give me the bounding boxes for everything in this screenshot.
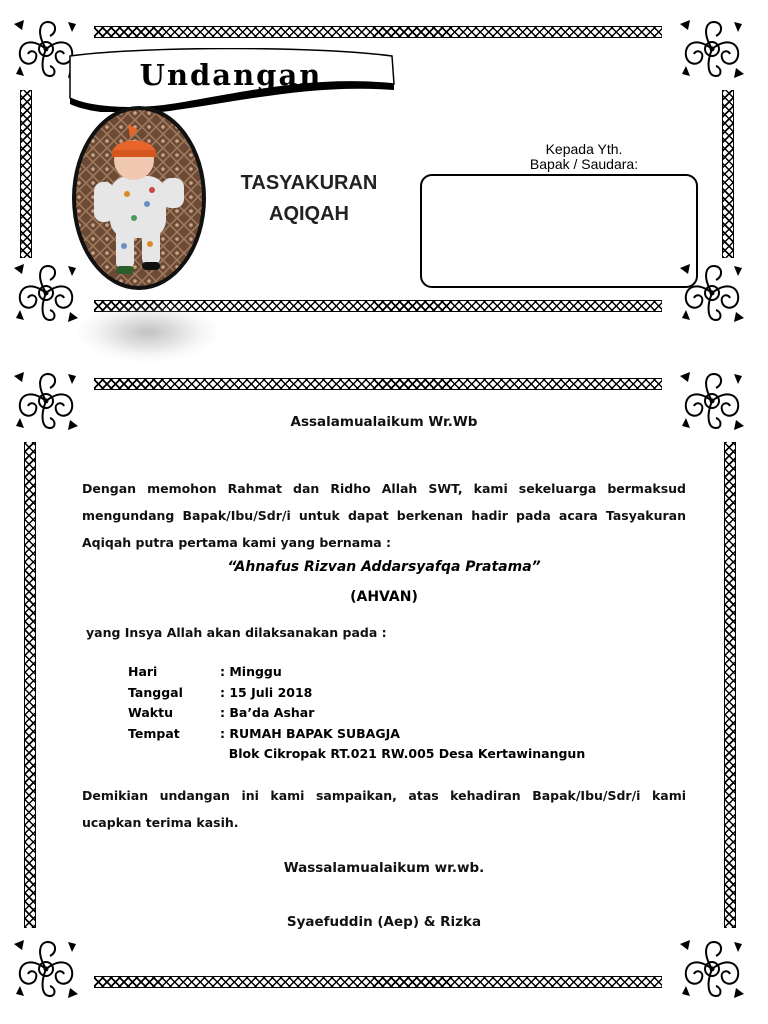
child-nickname: (AHVAN): [350, 589, 418, 605]
detail-value: : Ba’da Ashar: [220, 705, 315, 720]
top-border: [94, 26, 662, 38]
detail-row-place: [128, 726, 585, 747]
event-title: [224, 168, 394, 230]
right-border: [722, 90, 734, 258]
detail-value: : RUMAH BAPAK SUBAGJA: [220, 725, 400, 741]
child-name: “Ahnafus Rizvan Addarsyafqa Pratama”: [227, 559, 541, 575]
detail-label: Waktu: [128, 705, 173, 720]
opening-paragraph: Dengan memohon Rahmat dan Ridho Allah SWT, kami sekeluarga bermaksud mengundang Bapak/Ibu/Sdr/i untuk dapat berkenan hadir pada acara Tasyakuran Aqiqah putra pertama kami yang bernama :: [82, 481, 686, 550]
detail-row-time: [128, 705, 585, 726]
corner-ornament-icon: [676, 16, 748, 82]
corner-ornament-icon: [676, 936, 748, 1002]
recipient-name-box: [420, 174, 698, 288]
detail-row-date: [128, 685, 585, 706]
farewell: Wassalamualaikum wr.wb.: [283, 860, 485, 876]
left-border: [24, 442, 36, 928]
detail-row-day: [128, 664, 585, 685]
detail-value: Blok Cikropak RT.021 RW.005 Desa Kertawinangun: [220, 746, 586, 761]
detail-row-address: [128, 746, 585, 767]
detail-label: [128, 746, 220, 767]
greeting: Assalamualaikum Wr.Wb: [290, 414, 478, 430]
schedule-intro: yang Insya Allah akan dilaksanakan pada :: [86, 625, 387, 640]
detail-label: Tempat: [128, 725, 180, 741]
banner-title: Undangan: [139, 58, 323, 92]
bottom-border: [94, 976, 662, 988]
left-border: [20, 90, 32, 258]
baby-photo: [72, 106, 206, 290]
detail-label: Hari: [128, 664, 158, 679]
recipient-line1: Kepada Yth.: [545, 141, 623, 157]
signature: Syaefuddin (Aep) & Rizka: [286, 914, 482, 930]
corner-ornament-icon: [10, 936, 82, 1002]
detail-value: : 15 Juli 2018: [220, 684, 313, 700]
photo-shadow: [78, 302, 218, 362]
event-title-line1: TASYAKURAN: [240, 172, 378, 194]
detail-value: : Minggu: [220, 664, 282, 679]
top-border: [94, 378, 662, 390]
invitation-letter: [0, 364, 768, 1024]
detail-label: Tanggal: [128, 684, 183, 700]
recipient-line2: Bapak / Saudara:: [529, 156, 639, 172]
event-title-line2: AQIQAH: [269, 203, 349, 225]
invitation-cover: [0, 0, 768, 330]
right-border: [724, 442, 736, 928]
closing-paragraph: Demikian undangan ini kami sampaikan, atas kehadiran Bapak/Ibu/Sdr/i kami ucapkan terima kasih.: [82, 788, 686, 830]
title-banner: [66, 48, 396, 112]
event-details: [128, 664, 585, 767]
recipient-label: [484, 142, 684, 172]
